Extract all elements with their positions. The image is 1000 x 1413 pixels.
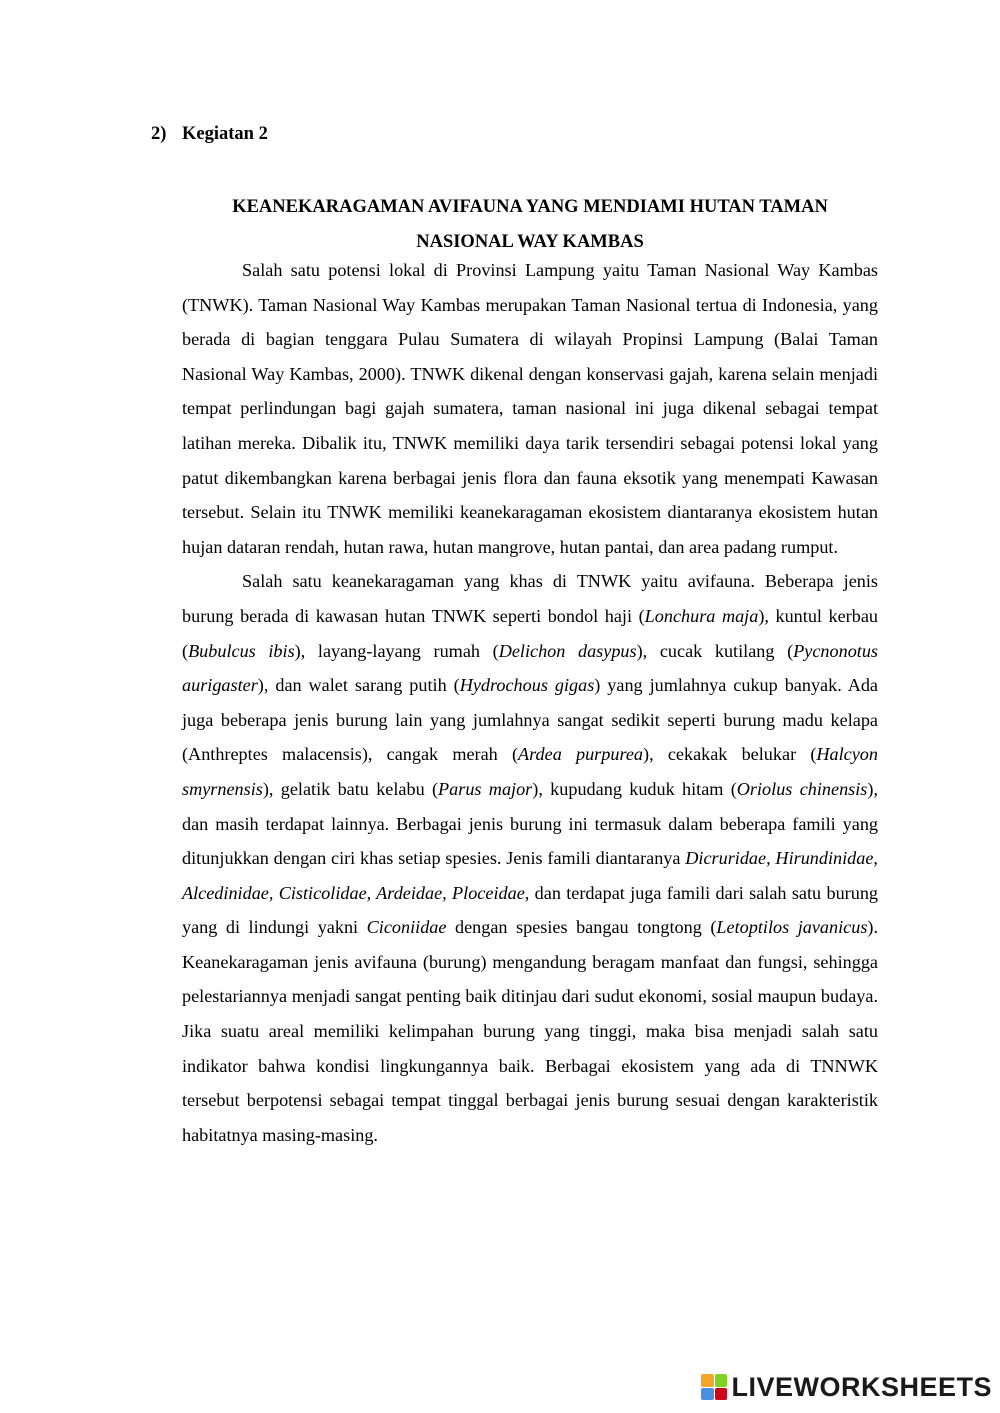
logo-square-3 xyxy=(701,1388,714,1401)
p2-text-9: ), kupudang kuduk hitam ( xyxy=(532,778,737,799)
species-name: Oriolus chinensis xyxy=(736,778,868,799)
species-name: Parus major xyxy=(438,778,533,799)
p2-text-12: dengan spesies bangau tongtong ( xyxy=(446,917,717,938)
species-name: Ardea purpurea xyxy=(518,744,644,765)
logo-square-1 xyxy=(701,1374,714,1387)
species-name: Halcyon smyrnensis xyxy=(182,744,878,799)
watermark-text: LIVEWORKSHEETS xyxy=(731,1371,992,1402)
paragraph-2 xyxy=(182,564,878,1152)
body-text xyxy=(182,253,878,1152)
document-title-line-2: NASIONAL WAY KAMBAS xyxy=(416,231,644,252)
species-name: Pycnonotus aurigaster xyxy=(182,640,879,696)
p2-text-2: ), kuntul kerbau ( xyxy=(182,605,878,661)
species-name: Delichon dasypus xyxy=(498,640,637,661)
p2-text-3: ), layang-layang rumah ( xyxy=(294,640,499,661)
liveworksheets-logo-icon xyxy=(701,1374,727,1400)
p2-text-7: ), cekakak belukar ( xyxy=(643,744,817,765)
p2-text-8: ), gelatik batu kelabu ( xyxy=(262,778,439,799)
paragraph-1: Salah satu potensi lokal di Provinsi Lampung yaitu Taman Nasional Way Kambas (TNWK). Taman Nasional Way Kambas merupakan Taman Nasional tertua di Indonesia, yang berada di bagian tenggara Pulau Sumatera di wilayah Propinsi Lampung (Balai Taman Nasional Way Kambas, 2000). TNWK dikenal dengan konservasi gajah, karena selain menjadi tempat perlindungan bagi gajah sumatera, taman nasional ini juga dikenal sebagai tempat latihan mereka. Dibalik itu, TNWK memiliki daya tarik tersendiri sebagai potensi lokal yang patut dikembangkan karena berbagai jenis flora dan fauna eksotik yang menempati Kawasan tersebut. Selain itu TNWK memiliki keanekaragaman ekosistem diantaranya ekosistem hutan hujan dataran rendah, hutan rawa, hutan mangrove, hutan pantai, dan area padang rumput. xyxy=(182,260,878,557)
p2-text-10: ), dan masih terdapat lainnya. Berbagai jenis burung ini termasuk dalam beberapa famili yang ditunjukkan dengan ciri khas setiap spesies. Jenis famili diantaranya xyxy=(182,778,878,869)
p2-text-1: Salah satu keanekaragaman yang khas di TNWK yaitu avifauna. Beberapa jenis burung berada di kawasan hutan TNWK seperti bondol haji ( xyxy=(182,571,878,626)
p2-text-6: ) yang jumlahnya cukup banyak. Ada juga beberapa jenis burung lain yang jumlahnya sangat sedikit seperti burung madu kelapa (Anthreptes malacensis), cangak merah ( xyxy=(182,675,878,765)
p2-text-5: ), dan walet sarang putih ( xyxy=(257,675,460,696)
species-name: Lonchura maja xyxy=(644,605,759,626)
section-heading xyxy=(151,121,268,147)
species-name: Bubulcus ibis xyxy=(188,640,295,661)
p2-text-4: ), cucak kutilang ( xyxy=(636,640,794,661)
p2-text-11: , dan terdapat juga famili dari salah satu burung yang di lindungi yakni xyxy=(182,882,879,938)
species-name: Letoptilos javanicus xyxy=(716,917,868,938)
document-title xyxy=(182,190,878,259)
species-name: Hydrochous gigas xyxy=(459,675,595,696)
family-names: Dicruridae, Hirundinidae, Alcedinidae, Cisticolidae, Ardeidae, Ploceidae xyxy=(182,848,878,903)
p2-text-13: ). Keanekaragaman jenis avifauna (burung) mengandung beragam manfaat dan fungsi, sehingga pelestariannya menjadi sangat penting baik ditinjau dari sudut ekonomi, sosial maupun budaya. Jika suatu areal memiliki kelimpahan burung yang tinggi, maka bisa menjadi salah satu indikator bahwa kondisi lingkungannya baik. Berbagai ekosistem yang ada di TNNWK tersebut berpotensi sebagai tempat tinggal berbagai jenis burung sesuai dengan karakteristik habitatnya masing-masing. xyxy=(182,917,879,1145)
section-label: Kegiatan 2 xyxy=(182,124,268,144)
liveworksheets-watermark xyxy=(701,1371,992,1403)
document-title-line-1: KEANEKARAGAMAN AVIFAUNA YANG MENDIAMI HUTAN TAMAN xyxy=(232,197,828,217)
family-name: Ciconiidae xyxy=(366,917,447,938)
logo-square-2 xyxy=(715,1374,728,1387)
section-number: 2) xyxy=(151,124,167,144)
logo-square-4 xyxy=(715,1388,728,1401)
